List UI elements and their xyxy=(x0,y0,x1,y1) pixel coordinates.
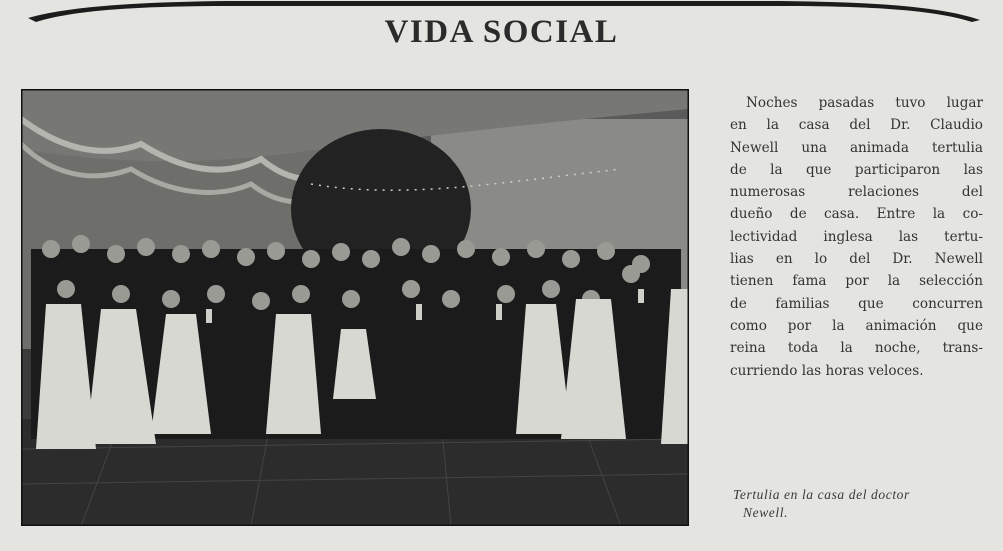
ballroom-photo-icon xyxy=(21,89,689,526)
article-line: tienen fama por la selección xyxy=(730,273,983,290)
article-line: numerosas relaciones del xyxy=(730,184,983,201)
article-line: de la que participaron las xyxy=(730,161,983,178)
article-line: dueño de casa. Entre la co- xyxy=(730,206,983,223)
caption-line: Tertulia en la casa del doctor xyxy=(733,487,910,502)
article-line: lectividad inglesa las tertu- xyxy=(730,228,983,245)
article-line: de familias que concurren xyxy=(730,295,983,312)
caption-line: Newell. xyxy=(743,505,789,520)
article-line: como por la animación que xyxy=(730,317,983,334)
article-line: Noches pasadas tuvo lugar xyxy=(746,95,983,111)
article-line: Newell una animada tertulia xyxy=(730,139,983,156)
article-body xyxy=(730,92,983,382)
page-title: VIDA SOCIAL xyxy=(384,14,619,50)
photo-caption xyxy=(733,486,983,522)
article-line: reina toda la noche, trans- xyxy=(730,340,983,357)
article-line: lias en lo del Dr. Newell xyxy=(730,251,983,268)
event-photograph xyxy=(21,89,689,526)
article-line: curriendo las horas veloces. xyxy=(730,362,924,379)
article-line: en la casa del Dr. Claudio xyxy=(730,117,983,134)
